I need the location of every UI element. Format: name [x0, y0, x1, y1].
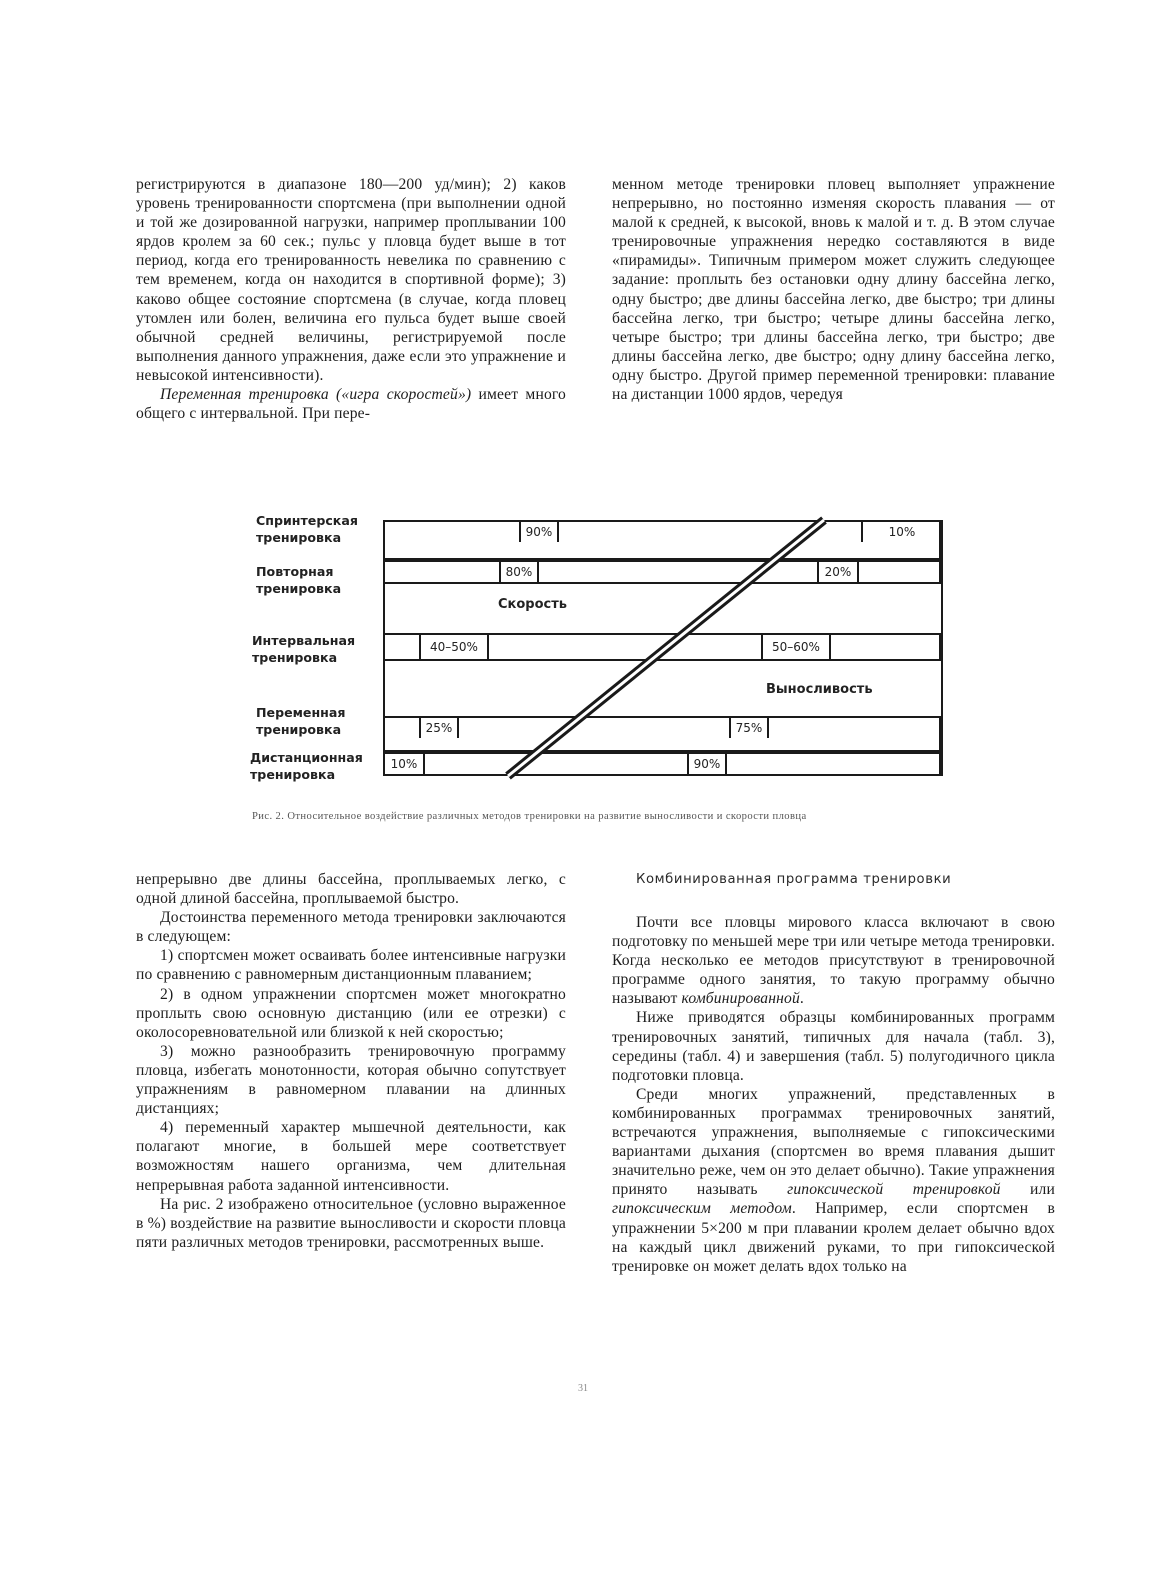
section-heading: Комбинированная программа тренировки — [636, 872, 952, 887]
paragraph-text: Почти все пловцы мирового класса включают в свою подготовку по меньшей мере три или четыре метода тренировки. Когда несколько ее методов присутствуют в тренировочной программе одного занятия, то такую программу обычно называют — [612, 914, 1055, 1008]
italic-term: гипоксической тренировкой — [787, 1181, 1001, 1199]
paragraph — [136, 385, 566, 423]
value-speed: 40–50% — [419, 633, 489, 661]
list-item: 4) переменный характер мышечной деятельности, как полагают многие, в большей мере соответствует возможностям нашего организма, чем длительная непрерывная работа заданной интенсивности. — [136, 1119, 566, 1194]
paragraph: Достоинства переменного метода тренировки заключаются в следующем: — [136, 909, 566, 946]
paragraph-text: Среди многих упражнений, представленных в комбинированных программах тренировочных занятий, встречаются упражнения, выполняемые с гипоксическими вариантами дыхания (спортсмен во время плавания дышит значительно реже, чем он это делает обычно). Такие упражнения принято называть — [612, 1085, 1055, 1199]
value-endurance: 20% — [817, 560, 859, 584]
row-label-repeat: Повторная тренировка — [256, 564, 342, 596]
paragraph-text: или — [1000, 1181, 1055, 1199]
value-endurance: 50–60% — [761, 633, 831, 661]
paragraph: На рис. 2 изображено относительное (условно выраженное в %) воздействие на развитие выносливости и скорости пловца пяти различных методов тренировки, рассмотренных выше. — [136, 1195, 566, 1251]
zone-label-speed: Скорость — [498, 597, 567, 612]
row-label-distance: Дистанционная тренировка — [250, 750, 363, 782]
paragraph — [612, 1085, 1055, 1276]
row-label-variable: Переменная тренировка — [256, 705, 346, 737]
figure-training-methods — [240, 505, 960, 800]
value-speed: 10% — [385, 752, 425, 776]
text-column-right-bottom — [612, 913, 1055, 1276]
text-column-left-bottom — [136, 870, 566, 1252]
row-label-interval: Интервальная тренировка — [252, 633, 356, 665]
paragraph-text: . Например, если спортсмен в упражнении 5×200 м при плавании кролем делает обычно вдох на каждый цикл движений руками, то при гипоксической тренировке он может делать вдох только на — [612, 1200, 1056, 1275]
paragraph-text: имеет много общего с интервальной. При пере- — [136, 386, 566, 423]
italic-term: комбинированной — [681, 990, 800, 1008]
list-item: 1) спортсмен может осваивать более интенсивные нагрузки по сравнению с равномерным дистанционным плаванием; — [136, 947, 566, 984]
page-number: 31 — [578, 1383, 588, 1394]
paragraph — [612, 913, 1055, 1008]
diagonal-divider-icon — [240, 505, 960, 800]
value-endurance: 10% — [861, 520, 941, 544]
italic-term: гипоксическим методом — [612, 1200, 792, 1218]
row-label-sprint: Спринтерская тренировка — [256, 513, 358, 545]
paragraph-text: . — [799, 990, 804, 1008]
value-endurance: 90% — [687, 752, 727, 776]
paragraph: Ниже приводятся образцы комбинированных программ тренировочных занятий, типичных для начала (табл. 3), середины (табл. 4) и завершения (табл. 5) полугодичного цикла подготовки пловца. — [612, 1009, 1055, 1084]
paragraph: регистрируются в диапазоне 180—200 уд/мин); 2) каков уровень тренированности спортсмена (при выполнении одной и той же дозированной нагрузки, например проплывании 100 ярдов кролем за 60 сек.; пульс у пловца будет выше в тот период, когда его тренированность невелика по сравнению с тем временем, когда он находится в спортивной форме); 3) каково общее состояние спортсмена (в случае, когда пловец утомлен или болен, величина его пульса будет выше своей обычной средней величины, регистрируемой после выполнения данного упражнения, даже если это упражнение и невысокой интенсивности). — [136, 176, 566, 384]
value-speed: 90% — [519, 520, 559, 544]
value-endurance: 75% — [729, 716, 769, 740]
text-column-left-top — [136, 175, 566, 423]
list-item: 3) можно разнообразить тренировочную программу пловца, избегать монотонности, которая обычно сопутствует упражнениям в равномерном плавании на длинных дистанциях; — [136, 1042, 566, 1118]
paragraph: непрерывно две длины бассейна, проплываемых легко, с одной длиной бассейна, проплываемой быстро. — [136, 871, 566, 908]
zone-label-endurance: Выносливость — [766, 682, 873, 697]
italic-term: Переменная тренировка («игра скоростей») — [160, 386, 472, 404]
text-column-right-top — [612, 175, 1055, 404]
paragraph: менном методе тренировки пловец выполняет упражнение непрерывно, но постоянно изменяя скорость плавания — от малой к средней, к высокой, вновь к малой и т. д. В этом случае тренировочные упражнения нередко составляются в виде «пирамиды». Типичным примером может служить следующее задание: проплыть без остановки одну длину бассейна легко, одну быстро; две длины бассейна легко, две быстро; три длины бассейна легко, три быстро; четыре длины бассейна легко, четыре быстро; три длины бассейна легко, три быстро; две длины бассейна легко, две быстро; одну длину бассейна легко, одну быстро. Другой пример переменной тренировки: плавание на дистанции 1000 ярдов, чередуя — [612, 176, 1055, 404]
list-item: 2) в одном упражнении спортсмен может многократно проплыть свою основную дистанцию (или ее отрезки) с околосоревновательной или близкой к ней скоростью; — [136, 985, 566, 1041]
value-speed: 80% — [499, 560, 539, 584]
value-speed: 25% — [419, 716, 459, 740]
figure-caption: Рис. 2. Относительное воздействие различных методов тренировки на развитие выносливости и скорости пловца — [252, 811, 807, 822]
